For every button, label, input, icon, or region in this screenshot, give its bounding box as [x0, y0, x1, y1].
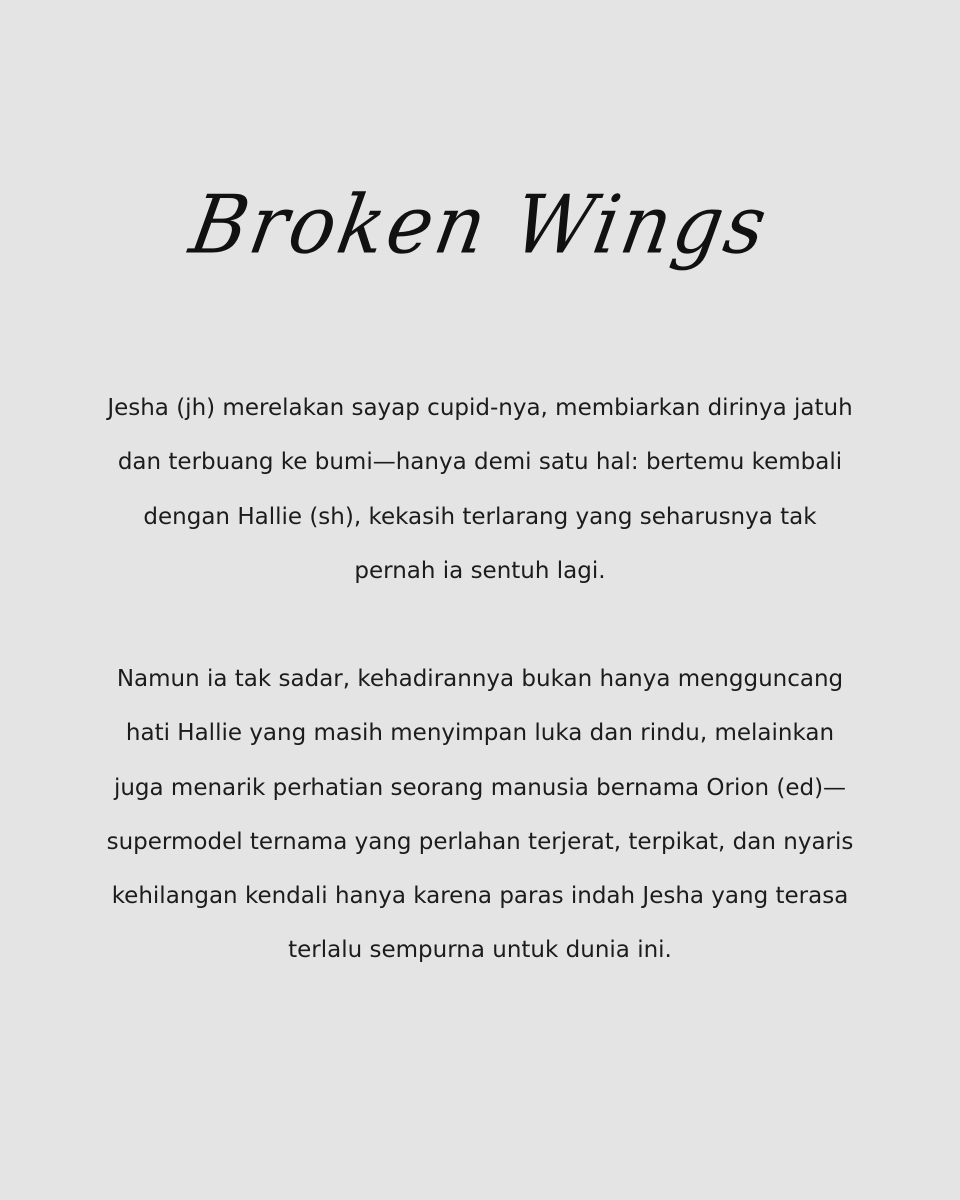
- synopsis-paragraph-2: [100, 652, 860, 978]
- paragraph-line: dengan Hallie (sh), kekasih terlarang yang seharusnya tak: [143, 503, 817, 530]
- title-container: [0, 165, 960, 305]
- paragraph-line: terlalu sempurna untuk dunia ini.: [288, 937, 672, 964]
- paragraph-line: pernah ia sentuh lagi.: [354, 557, 606, 584]
- paragraph-line: hati Hallie yang masih menyimpan luka dan rindu, melainkan: [125, 720, 835, 747]
- paragraph-line: Jesha (jh) merelakan sayap cupid-nya, membiarkan dirinya jatuh: [107, 395, 853, 421]
- paragraph-line: Namun ia tak sadar, kehadirannya bukan hanya mengguncang: [116, 666, 844, 692]
- paragraph-line: supermodel ternama yang perlahan terjerat, terpikat, dan nyaris: [106, 828, 854, 855]
- paragraph-line: dan terbuang ke bumi—hanya demi satu hal: bertemu kembali: [117, 449, 843, 476]
- paragraph-line: kehilangan kendali hanya karena paras indah Jesha yang terasa: [111, 883, 849, 910]
- synopsis-paragraph-1: [100, 381, 860, 598]
- paragraph-line: juga menarik perhatian seorang manusia bernama Orion (ed)—: [113, 774, 847, 801]
- page-title: Broken Wings: [183, 177, 777, 272]
